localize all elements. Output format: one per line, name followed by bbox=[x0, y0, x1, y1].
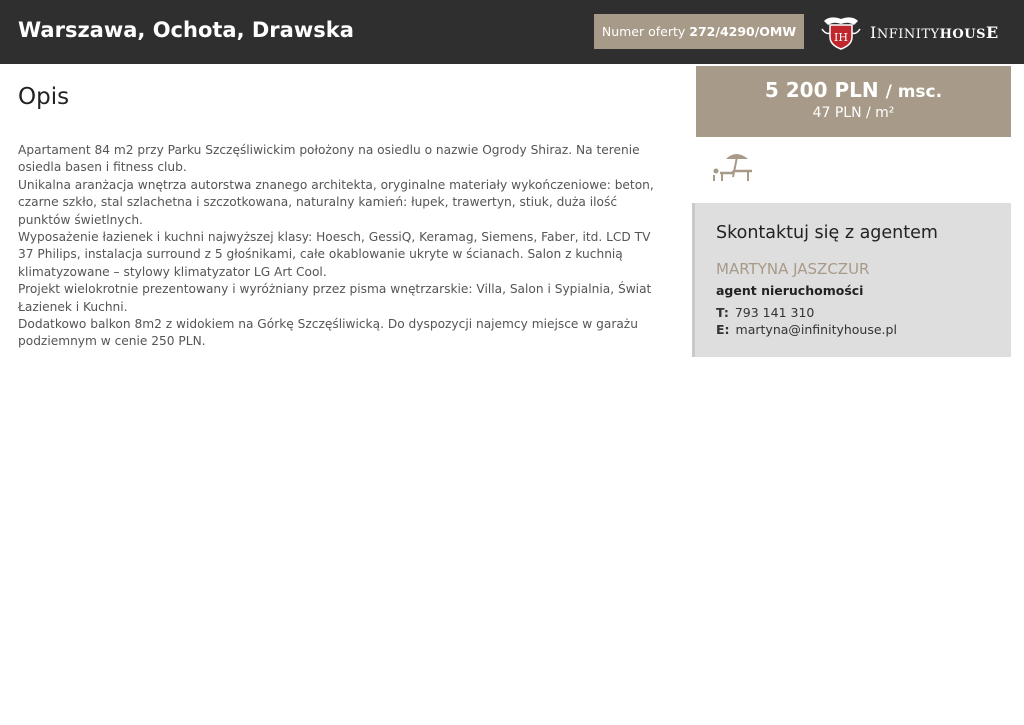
page-title: Warszawa, Ochota, Drawska bbox=[18, 18, 354, 42]
contact-title: Skontaktuj się z agentem bbox=[716, 223, 938, 243]
price-amount: 5 200 PLN bbox=[764, 78, 879, 102]
contact-box bbox=[692, 203, 1011, 357]
crest-icon bbox=[820, 13, 862, 51]
description-text bbox=[18, 142, 668, 351]
description-paragraph: Wyposażenie łazienek i kuchni najwyższej klasy: Hoesch, GessiQ, Keramag, Siemens, Faber, itd. LCD TV 37 Philips, instalacja surround z 5 głośnikami, całe okablowanie ukryte w ścianach. Salon z kuchnią klimatyzowane – stylowy klimatyzator LG Art Cool. bbox=[18, 230, 651, 279]
agent-name: MARTYNA JASZCZUR bbox=[716, 260, 870, 278]
sunbed-umbrella-icon bbox=[712, 151, 754, 185]
features-box bbox=[696, 137, 1011, 203]
infinityhouse-logo[interactable] bbox=[820, 13, 999, 51]
offer-number-badge bbox=[594, 14, 804, 49]
agent-email[interactable] bbox=[716, 322, 897, 337]
sidebar bbox=[692, 66, 1011, 357]
description-paragraph: Projekt wielokrotnie prezentowany i wyróżniany przez pisma wnętrzarskie: Villa, Salon i Sypialnia, Świat Łazienek i Kuchni. bbox=[18, 282, 652, 314]
offer-label: Numer oferty bbox=[601, 24, 686, 39]
price-box bbox=[696, 66, 1011, 137]
price-period: / msc. bbox=[885, 82, 943, 102]
description-paragraph: Dodatkowo balkon 8m2 z widokiem na Górkę Szczęśliwicką. Do dyspozycji najemcy miejsce w garażu podziemnym w cenie 250 PLN. bbox=[18, 317, 638, 349]
monogram: IH bbox=[834, 31, 848, 44]
description-section bbox=[18, 84, 668, 351]
offer-number: 272/4290/OMW bbox=[689, 24, 797, 39]
agent-role: agent nieruchomości bbox=[716, 283, 864, 298]
agent-phone[interactable] bbox=[716, 305, 814, 320]
email-label: E: bbox=[716, 322, 730, 337]
phone-label: T: bbox=[716, 305, 729, 320]
description-heading: Opis bbox=[18, 84, 70, 110]
description-paragraph: Unikalna aranżacja wnętrza autorstwa znanego architekta, oryginalne materiały wykończeniowe: beton, czarne szkło, stal szlachetna i szczotkowana, naturalny kamień: łupek, trawertyn, stiuk, duża ilość punktów świetlnych. bbox=[18, 177, 654, 227]
phone-number: 793 141 310 bbox=[734, 305, 815, 320]
description-paragraph: Apartament 84 m2 przy Parku Szczęśliwickim położony na osiedlu o nazwie Ogrody Shiraz. Na terenie osiedla basen i fitness club. bbox=[18, 143, 640, 175]
header-bar bbox=[0, 0, 1024, 64]
price-per-m2: 47 PLN / m² bbox=[812, 105, 895, 121]
logo-wordmark: INFINITYHOUSE bbox=[870, 22, 999, 42]
price-main bbox=[696, 66, 1011, 102]
email-address: martyna@infinityhouse.pl bbox=[735, 322, 897, 337]
